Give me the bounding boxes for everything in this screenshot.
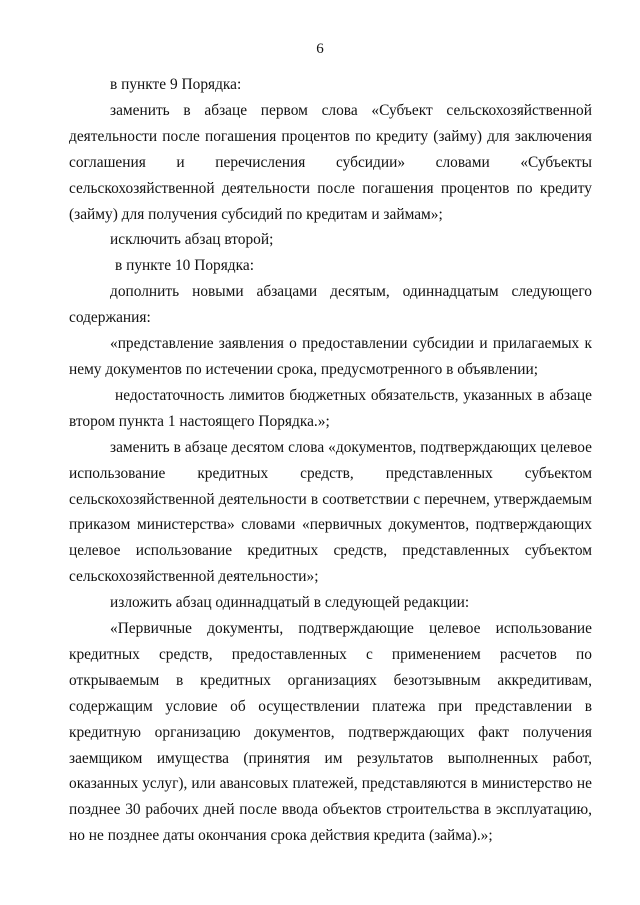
paragraph-restate-eleventh-abzac: изложить абзац одиннадцатый в следующей редакции: bbox=[110, 594, 470, 612]
paragraph-item-9-heading: в пункте 9 Порядка: bbox=[110, 76, 242, 93]
document-body bbox=[69, 72, 592, 849]
paragraph-application-submission: «представление заявления о предоставлении субсидии и прилагаемых к нему документов по истечении срока, предусмотренного в объявлении; bbox=[69, 335, 592, 378]
paragraph-add-new-abzacs: дополнить новыми абзацами десятым, одиннадцатым следующего содержания: bbox=[69, 283, 592, 327]
paragraph-item-10-heading: в пункте 10 Порядка: bbox=[115, 257, 254, 275]
page-number: 6 bbox=[316, 41, 324, 57]
paragraph-budget-limits: недостаточность лимитов бюджетных обязательств, указанных в абзаце втором пункта 1 настоящего Порядка.»; bbox=[69, 386, 592, 430]
paragraph-exclude-second-abzac: исключить абзац второй; bbox=[110, 231, 274, 249]
paragraph-primary-documents: «Первичные документы, подтверждающие целевое использование кредитных средств, предоставленных с применением расчетов по открываемым в кредитных организациях безотзывным аккредитивам, содержащим условие об осуществлении платежа при представлении в кредитную организацию документов, подтверждающих факт получения заемщиком имущества (принятия им результатов выполненных работ, оказанных услуг), или авансовых платежей, представляются в министерство не позднее 30 рабочих дней после ввода объектов строительства в эксплуатацию, но не позднее даты окончания срока действия кредита (займа).»; bbox=[69, 620, 592, 845]
paragraph-replace-first-abzac: заменить в абзаце первом слова «Субъект сельскохозяйственной деятельности после погашения процентов по кредиту (займу) для заключения соглашения и перечисления субсидии» словами «Субъекты сельскохозяйственной деятельности после погашения процентов по кредиту (займу) для получения субсидий по кредитам и займам»; bbox=[69, 101, 592, 223]
paragraph-replace-tenth-abzac: заменить в абзаце десятом слова «документов, подтверждающих целевое использование кредитных средств, представленных субъектом сельскохозяйственной деятельности в соответствии с перечнем, утверждаемым приказом министерства» словами «первичных документов, подтверждающих целевое использование кредитных средств, представленных субъектом сельскохозяйственной деятельности»; bbox=[69, 438, 592, 586]
